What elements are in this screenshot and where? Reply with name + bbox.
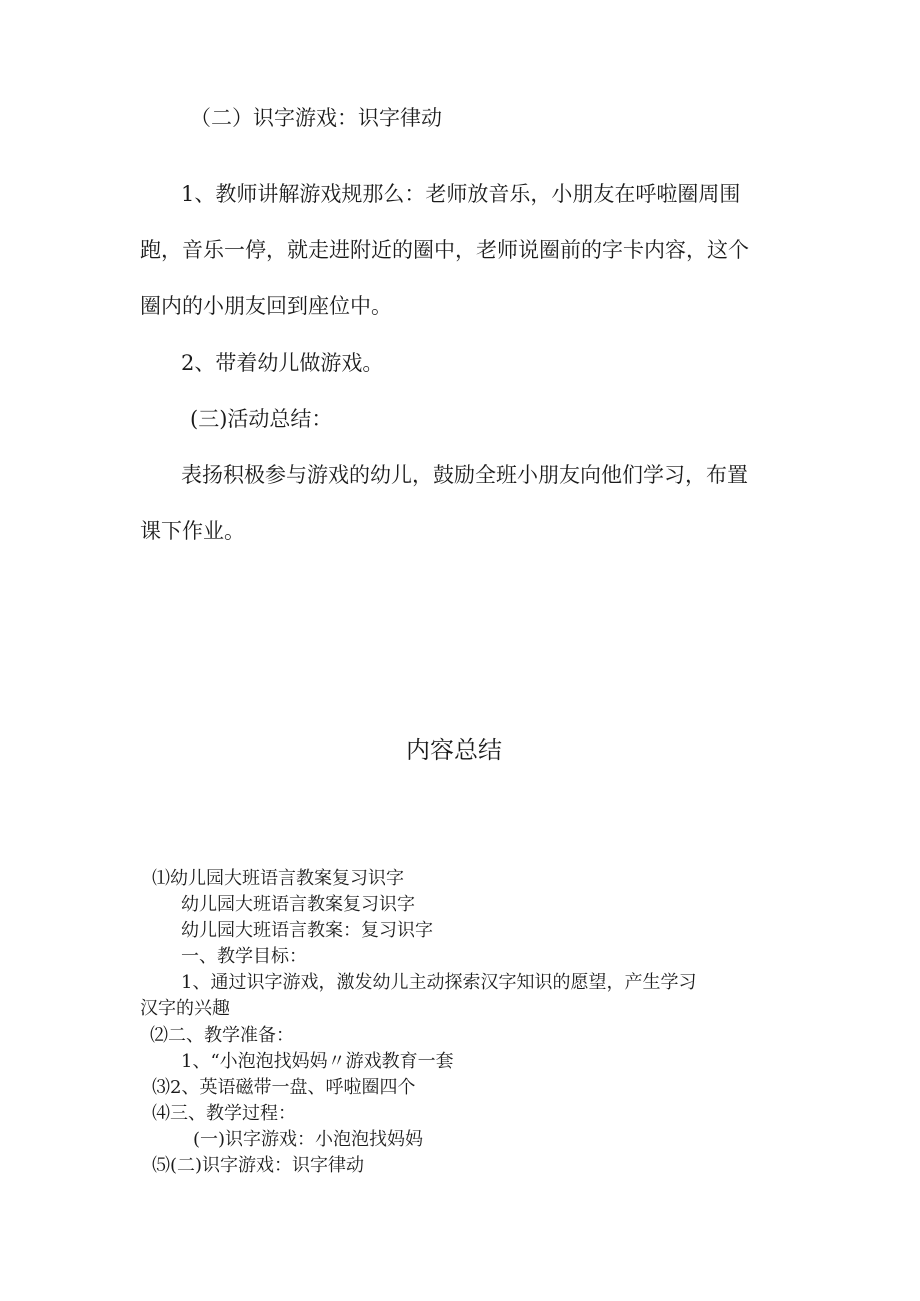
step-2: 2、带着幼儿做游戏。	[181, 351, 384, 375]
summary-item-10: ⑷三、教学过程：	[152, 1103, 296, 1124]
summary-line-2: 课下作业。	[140, 519, 245, 543]
summary-item-3: 幼儿园大班语言教案：复习识字	[181, 920, 433, 941]
section2-heading: （二）识字游戏：识字律动	[190, 106, 442, 130]
summary-item-8: 1、“小泡泡找妈妈〃游戏教育一套	[181, 1051, 454, 1072]
section3-heading: (三)活动总结：	[190, 407, 333, 431]
rule-line-3: 圈内的小朋友回到座位中。	[140, 294, 392, 318]
summary-item-12: ⑸(二)识字游戏：识字律动	[152, 1155, 365, 1176]
content-summary-title: 内容总结	[406, 736, 502, 764]
summary-item-2: 幼儿园大班语言教案复习识字	[181, 894, 415, 915]
summary-item-1: ⑴幼儿园大班语言教案复习识字	[152, 868, 404, 889]
rule-line-1: 1、教师讲解游戏规那么：老师放音乐，小朋友在呼啦圈周围	[181, 182, 741, 206]
summary-item-5: 1、通过识字游戏，激发幼儿主动探索汉字知识的愿望，产生学习	[181, 972, 697, 993]
summary-line-1: 表扬积极参与游戏的幼儿，鼓励全班小朋友向他们学习，布置	[181, 463, 748, 487]
summary-item-11: (一)识字游戏：小泡泡找妈妈	[193, 1129, 424, 1150]
summary-item-4: 一、教学目标：	[181, 946, 307, 967]
rule-line-2: 跑，音乐一停，就走进附近的圈中，老师说圈前的字卡内容，这个	[140, 238, 749, 262]
summary-item-9: ⑶2、英语磁带一盘、呼啦圈四个	[152, 1077, 416, 1098]
summary-item-6: 汉字的兴趣	[140, 998, 230, 1019]
summary-item-7: ⑵二、教学准备：	[150, 1025, 294, 1046]
